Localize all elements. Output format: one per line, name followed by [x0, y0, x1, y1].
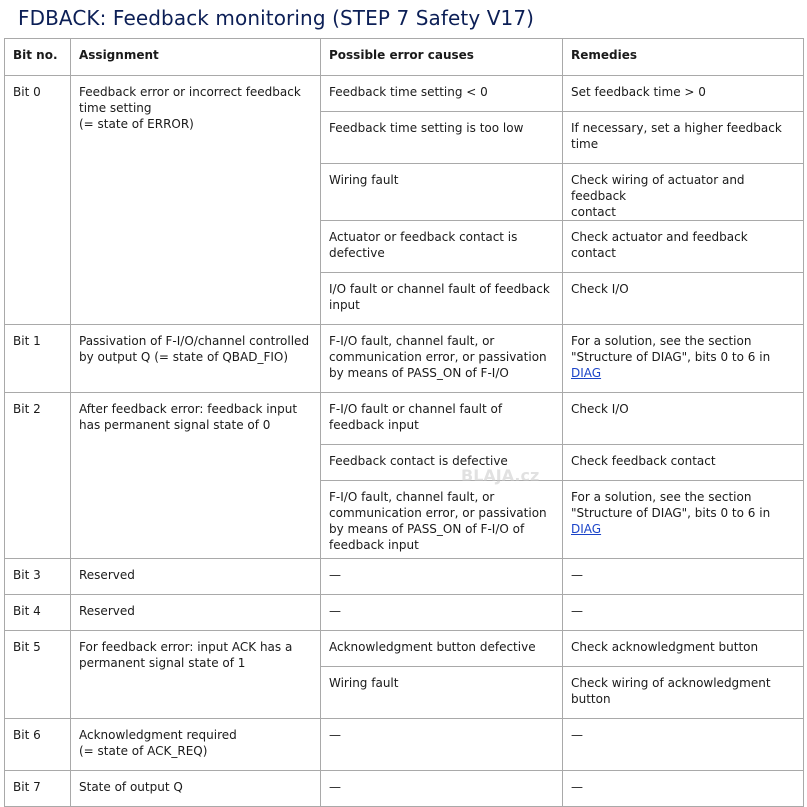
assignment-cell: State of output Q	[71, 771, 321, 807]
table-row	[5, 76, 804, 112]
error-cause-cell: F-I/O fault, channel fault, or communication error, or passivation by means of PASS_ON of F-I/O	[321, 325, 563, 393]
remedy-text: For a solution, see the section "Structure of DIAG", bits 0 to 6 in	[571, 334, 771, 364]
error-cause-cell: I/O fault or channel fault of feedback input	[321, 273, 563, 325]
remedy-cell: —	[563, 595, 804, 631]
table-header-row	[5, 39, 804, 76]
error-cause-cell: —	[321, 559, 563, 595]
table-row	[5, 719, 804, 771]
error-cause-cell: —	[321, 719, 563, 771]
assignment-cell: Acknowledgment required (= state of ACK_REQ)	[71, 719, 321, 771]
bit-number-cell: Bit 6	[5, 719, 71, 771]
table-row	[5, 393, 804, 445]
remedy-cell: Check I/O	[563, 393, 804, 445]
remedy-cell: Check acknowledgment button	[563, 631, 804, 667]
header-assignment: Assignment	[71, 39, 321, 76]
diag-link[interactable]: DIAG	[571, 366, 602, 380]
error-cause-cell: Wiring fault	[321, 667, 563, 719]
table-row	[5, 559, 804, 595]
remedy-cell: —	[563, 771, 804, 807]
remedy-cell: Check actuator and feedback contact	[563, 221, 804, 273]
assignment-cell: Reserved	[71, 595, 321, 631]
error-cause-cell: F-I/O fault or channel fault of feedback input	[321, 393, 563, 445]
error-cause-cell: Feedback time setting < 0	[321, 76, 563, 112]
assignment-cell: For feedback error: input ACK has a permanent signal state of 1	[71, 631, 321, 719]
bit-number-cell: Bit 7	[5, 771, 71, 807]
remedy-cell: Check wiring of actuator and feedback contact	[563, 164, 804, 221]
remedy-cell: —	[563, 719, 804, 771]
bit-number-cell: Bit 1	[5, 325, 71, 393]
remedy-cell: Check wiring of acknowledgment button	[563, 667, 804, 719]
table-body	[5, 76, 804, 807]
assignment-cell: Passivation of F-I/O/channel controlled by output Q (= state of QBAD_FIO)	[71, 325, 321, 393]
table-row	[5, 595, 804, 631]
header-bit-no: Bit no.	[5, 39, 71, 76]
header-remedies: Remedies	[563, 39, 804, 76]
diag-link[interactable]: DIAG	[571, 522, 602, 536]
error-cause-cell: Feedback time setting is too low	[321, 112, 563, 164]
assignment-cell: Reserved	[71, 559, 321, 595]
remedy-text: For a solution, see the section "Structure of DIAG", bits 0 to 6 in	[571, 490, 771, 520]
error-cause-cell: —	[321, 595, 563, 631]
remedy-cell: Check I/O	[563, 273, 804, 325]
remedy-cell	[563, 481, 804, 559]
bit-number-cell: Bit 0	[5, 76, 71, 325]
assignment-cell: After feedback error: feedback input has permanent signal state of 0	[71, 393, 321, 559]
table-row	[5, 631, 804, 667]
feedback-monitoring-table	[4, 38, 804, 807]
error-cause-cell: Wiring fault	[321, 164, 563, 221]
watermark: BLAJA.cz	[461, 466, 540, 485]
table-row	[5, 771, 804, 807]
error-cause-cell: —	[321, 771, 563, 807]
error-cause-cell: Actuator or feedback contact is defective	[321, 221, 563, 273]
bit-number-cell: Bit 2	[5, 393, 71, 559]
assignment-cell: Feedback error or incorrect feedback time setting (= state of ERROR)	[71, 76, 321, 325]
remedy-cell: If necessary, set a higher feedback time	[563, 112, 804, 164]
table-row	[5, 325, 804, 393]
header-error-causes: Possible error causes	[321, 39, 563, 76]
bit-number-cell: Bit 4	[5, 595, 71, 631]
error-cause-cell: Acknowledgment button defective	[321, 631, 563, 667]
remedy-cell: Set feedback time > 0	[563, 76, 804, 112]
remedy-cell: —	[563, 559, 804, 595]
bit-number-cell: Bit 3	[5, 559, 71, 595]
remedy-cell	[563, 325, 804, 393]
remedy-cell: Check feedback contact	[563, 445, 804, 481]
error-cause-cell: F-I/O fault, channel fault, or communication error, or passivation by means of PASS_ON of F-I/O of feedback input	[321, 481, 563, 559]
page-title: FDBACK: Feedback monitoring (STEP 7 Safety V17)	[18, 6, 535, 30]
error-cause-cell: Feedback contact is defective	[321, 445, 563, 481]
bit-number-cell: Bit 5	[5, 631, 71, 719]
